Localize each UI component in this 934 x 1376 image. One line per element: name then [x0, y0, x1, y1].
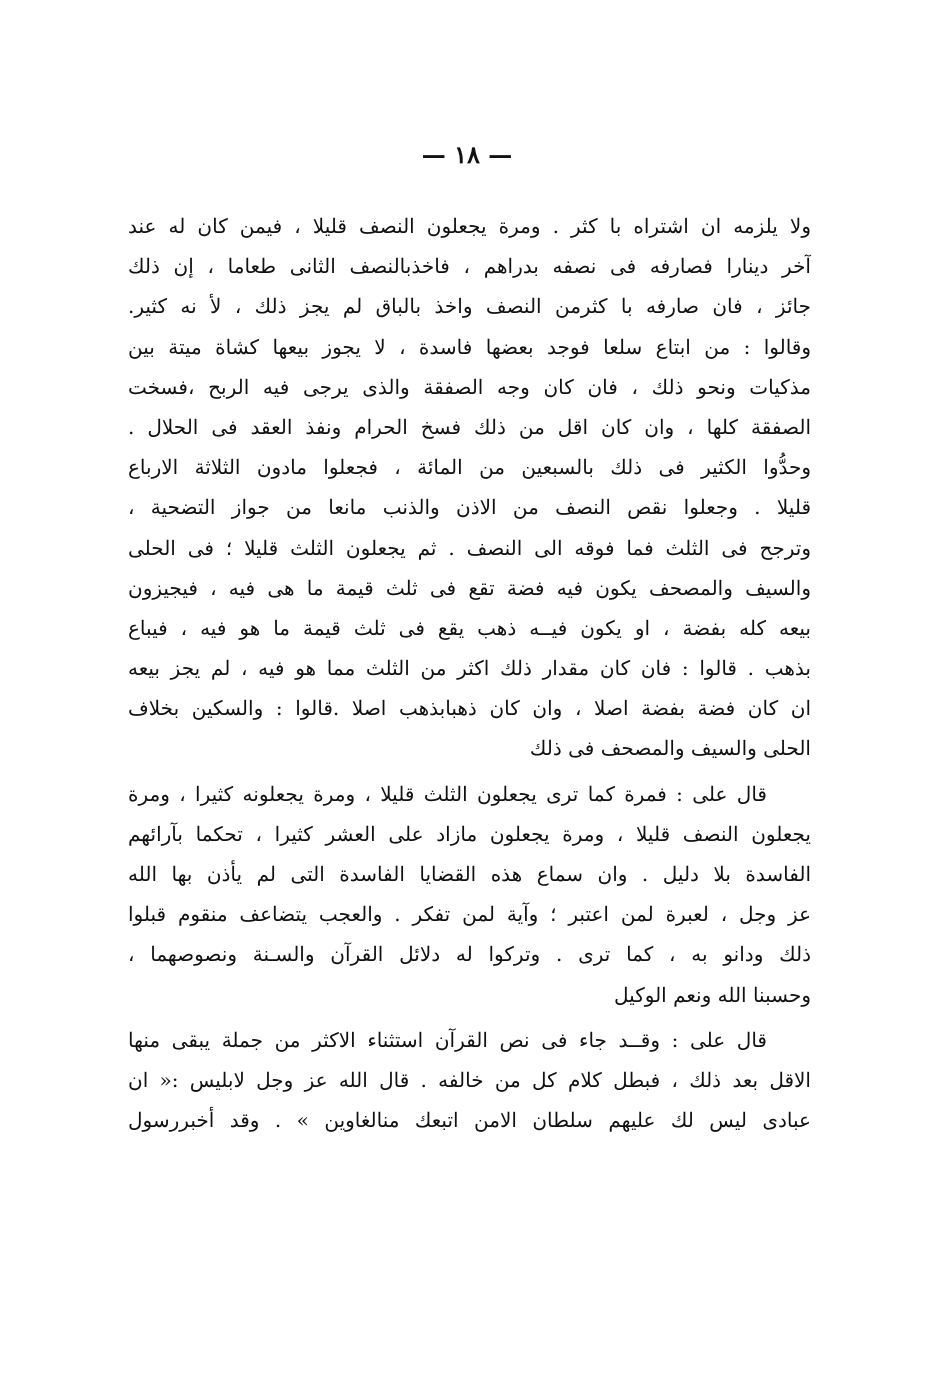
body-text: [128, 206, 811, 1140]
text-line: الصفقة كلها ، وان كان اقل من ذلك فسخ الحرام ونفذ العقد فى الحلال .: [128, 414, 811, 439]
text-line: ولا يلزمه ان اشتراه با كثر . ومرة يجعلون النصف قليلا ، فيمن كان له عند: [128, 214, 811, 238]
text-line: آخر دينارا فصارفه فى نصفه بدراهم ، فاخذبالنصف الثانى طعاما ، إن ذلك: [128, 254, 811, 279]
text-line: وقالوا : من ابتاع سلعا فوجد بعضها فاسدة ، لا يجوز بيعها كشاة ميتة بين: [128, 334, 811, 359]
paragraph: [128, 774, 811, 1015]
text-line: مذكيات ونحو ذلك ، فان كان وجه الصفقة والذى يرجى فيه الربح ،فسخت: [128, 374, 811, 399]
text-line: عبادى ليس لك عليهم سلطان الامن اتبعك منالغاوين » . وقد أخبررسول: [128, 1108, 811, 1133]
paragraph: [128, 1020, 811, 1141]
text-line: عز وجل ، لعبرة لمن اعتبر ؛ وآية لمن تفكر . والعجب يتضاعف منقوم قبلوا: [128, 902, 811, 927]
text-line: قليلا . وجعلوا نقص النصف من الاذن والذنب مانعا من جواز التضحية ،: [128, 495, 811, 520]
text-line: ان كان فضة بفضة اصلا ، وان كان ذهبابذهب اصلا .قالوا : والسكين بخلاف: [128, 696, 811, 721]
text-line: بذهب . قالوا : فان كان مقدار ذلك اكثر من الثلث مما هو فيه ، لم يجز بيعه: [128, 656, 811, 681]
text-line: وحسبنا الله ونعم الوكيل: [614, 982, 811, 1007]
text-line: قال على : فمرة كما ترى يجعلون الثلث قليلا ، ومرة يجعلونه كثيرا ، ومرة: [128, 781, 767, 806]
text-line: الحلى والسيف والمصحف فى ذلك: [529, 736, 811, 761]
text-line: ذلك ودانو به ، كما ترى . وتركوا له دلائل القرآن والسـنة ونصوصهما ،: [128, 942, 811, 967]
text-line: والسيف والمصحف يكون فيه فضة تقع فى ثلث قيمة ما هى فيه ، فيجيزون: [128, 575, 811, 600]
text-line: يجعلون النصف قليلا ، ومرة يجعلون مازاد على العشر كثيرا ، تحكما بآرائهم: [128, 821, 811, 846]
text-line: وحدُّوا الكثير فى ذلك بالسبعين من المائة ، فجعلوا مادون الثلاثة الارباع: [128, 455, 811, 480]
text-line: جائز ، فان صارفه با كثرمن النصف واخذ بالباق لم يجز ذلك ، لأ نه كثير.: [128, 294, 811, 319]
text-line: بيعه كله بفضة ، او يكون فيــه ذهب يقع فى ثلث قيمة ما هو فيه ، فيباع: [128, 615, 811, 640]
paragraph: [128, 206, 811, 769]
text-line: وترجح فى الثلث فما فوقه الى النصف . ثم يجعلون الثلث قليلا ؛ فى الحلى: [128, 535, 811, 560]
page-number: — ١٨ —: [421, 140, 513, 169]
text-line: قال على : وقــد جاء فى نص القرآن استثناء الاكثر من جملة يبقى منها: [128, 1027, 767, 1052]
text-line: الفاسدة بلا دليل . وان سماع هذه القضايا الفاسدة التى لم يأذن بها الله: [128, 862, 811, 886]
text-line: الاقل بعد ذلك ، فبطل كلام كل من خالفه . قال الله عز وجل لابليس :« ان: [128, 1067, 811, 1092]
